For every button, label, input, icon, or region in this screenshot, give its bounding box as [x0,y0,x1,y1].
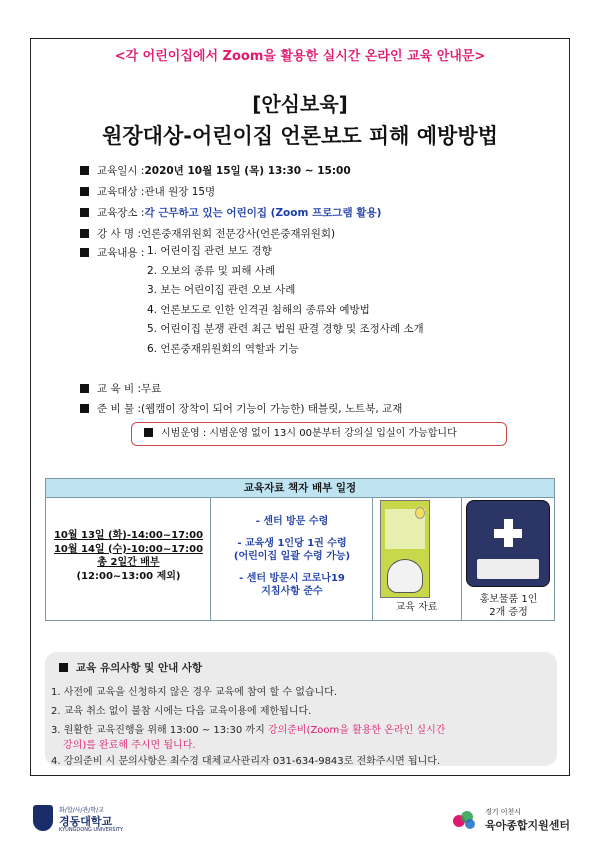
trial-notice: 시범운영 : 시범운영 없이 13시 00분부터 강의실 입실이 가능합니다 [131,422,507,446]
content-item: 1. 어린이집 관련 보도 경향 [147,245,272,257]
content-item: 4. 언론보도로 인한 인격권 침해의 종류와 예방법 [147,303,370,316]
info-place: 교육장소 : 각 근무하고 있는 어린이집 (Zoom 프로그램 활용) [80,205,550,226]
bullet-square [80,208,89,217]
first-aid-pouch-image [466,500,550,587]
content-item: 6. 언론중재위원회의 역할과 기능 [147,342,299,355]
subtitle: [안심보육] [252,92,348,116]
content-item: 5. 어린이집 분쟁 관련 최근 법원 판결 경향 및 조정사례 소개 [147,323,424,335]
page-title: 원장대상-어린이집 언론보도 피해 예방방법 [102,124,498,148]
bullet-square [80,248,89,257]
note-line: 강의)를 완료해 주시면 됩니다. [63,740,196,751]
bullet-square [80,384,89,393]
bullet-square [80,229,89,238]
gift-caption: 홍보물품 1인 2개 증정 [479,594,538,618]
swirl-logo-icon [452,807,476,831]
info-target: 교육대상 : 관내 원장 15명 [80,184,550,205]
bullet-square [80,187,89,196]
info-prep: 준 비 물 : (웹캠이 장착이 되어 기능이 가능한) 태블릿, 노트북, 교재 [80,401,550,421]
note-line: 2. 교육 취소 없이 불참 시에는 다음 교육이용에 제한됩니다. [51,706,312,717]
book-cover-image [380,500,430,598]
distribution-dates: 10월 13일 (화)-14:00~17:00 10월 14일 (수)-10:00~17:00 총 2일간 배부 (12:00~13:00 제외) [53,530,204,582]
content-item: 3. 보는 어린이집 관련 오보 사례 [147,284,296,296]
distribution-methods: - 센터 방문 수령 - 교육생 1인당 1권 수령 (어린이집 일괄 수령 가능) - 센터 방문시 코로나19 지침사항 준수 [233,516,351,597]
content-list [147,242,550,359]
top-banner: <각 어린이집에서 Zoom을 활용한 실시간 온라인 교육 안내문> [114,49,486,64]
info-lecturer: 강 사 명 : 언론중재위원회 전문강사(언론중재위원회) [80,226,550,245]
note-line: 4. 강의준비 시 문의사항은 최수경 대체교사관리자 031-634-9843로 전화주시면 됩니다. [51,756,441,767]
notes-box [45,652,557,766]
bullet-square [59,663,68,672]
notes-title: 교육 유의사항 및 안내 사항 [59,660,202,675]
note-line: 3. 원활한 교육진행을 위해 13:00 ~ 13:30 까지 강의준비(Zoom을 활용한 온라인 실시간 [51,725,446,736]
info-fee: 교 육 비 : 무료 [80,381,550,401]
note-line: 1. 사전에 교육을 신청하지 않은 경우 교육에 참여 할 수 없습니다. [51,687,338,698]
info-content-label-row: 교육내용 : [80,245,550,259]
info-date: 교육일시 : 2020년 10월 15일 (목) 13:30 ~ 15:00 [80,163,550,184]
kyungdong-university-logo: 화/합/사/관/학/교 경동대학교 KYUNGDONG UNIVERSITY [33,803,133,835]
education-info [80,163,550,421]
content-item: 2. 오보의 종류 및 피해 사례 [147,264,276,277]
shield-icon [33,805,53,831]
material-caption: 교육 자료 [395,602,438,613]
bullet-square [80,166,89,175]
childcare-center-logo: 경기 이천시 육아종합지원센터 [452,803,572,835]
bullet-square [80,404,89,413]
distribution-header: 교육자료 책자 배부 일정 [45,478,555,498]
distribution-table [45,497,555,621]
bullet-square [144,428,153,437]
lightbulb-icon [415,507,425,519]
